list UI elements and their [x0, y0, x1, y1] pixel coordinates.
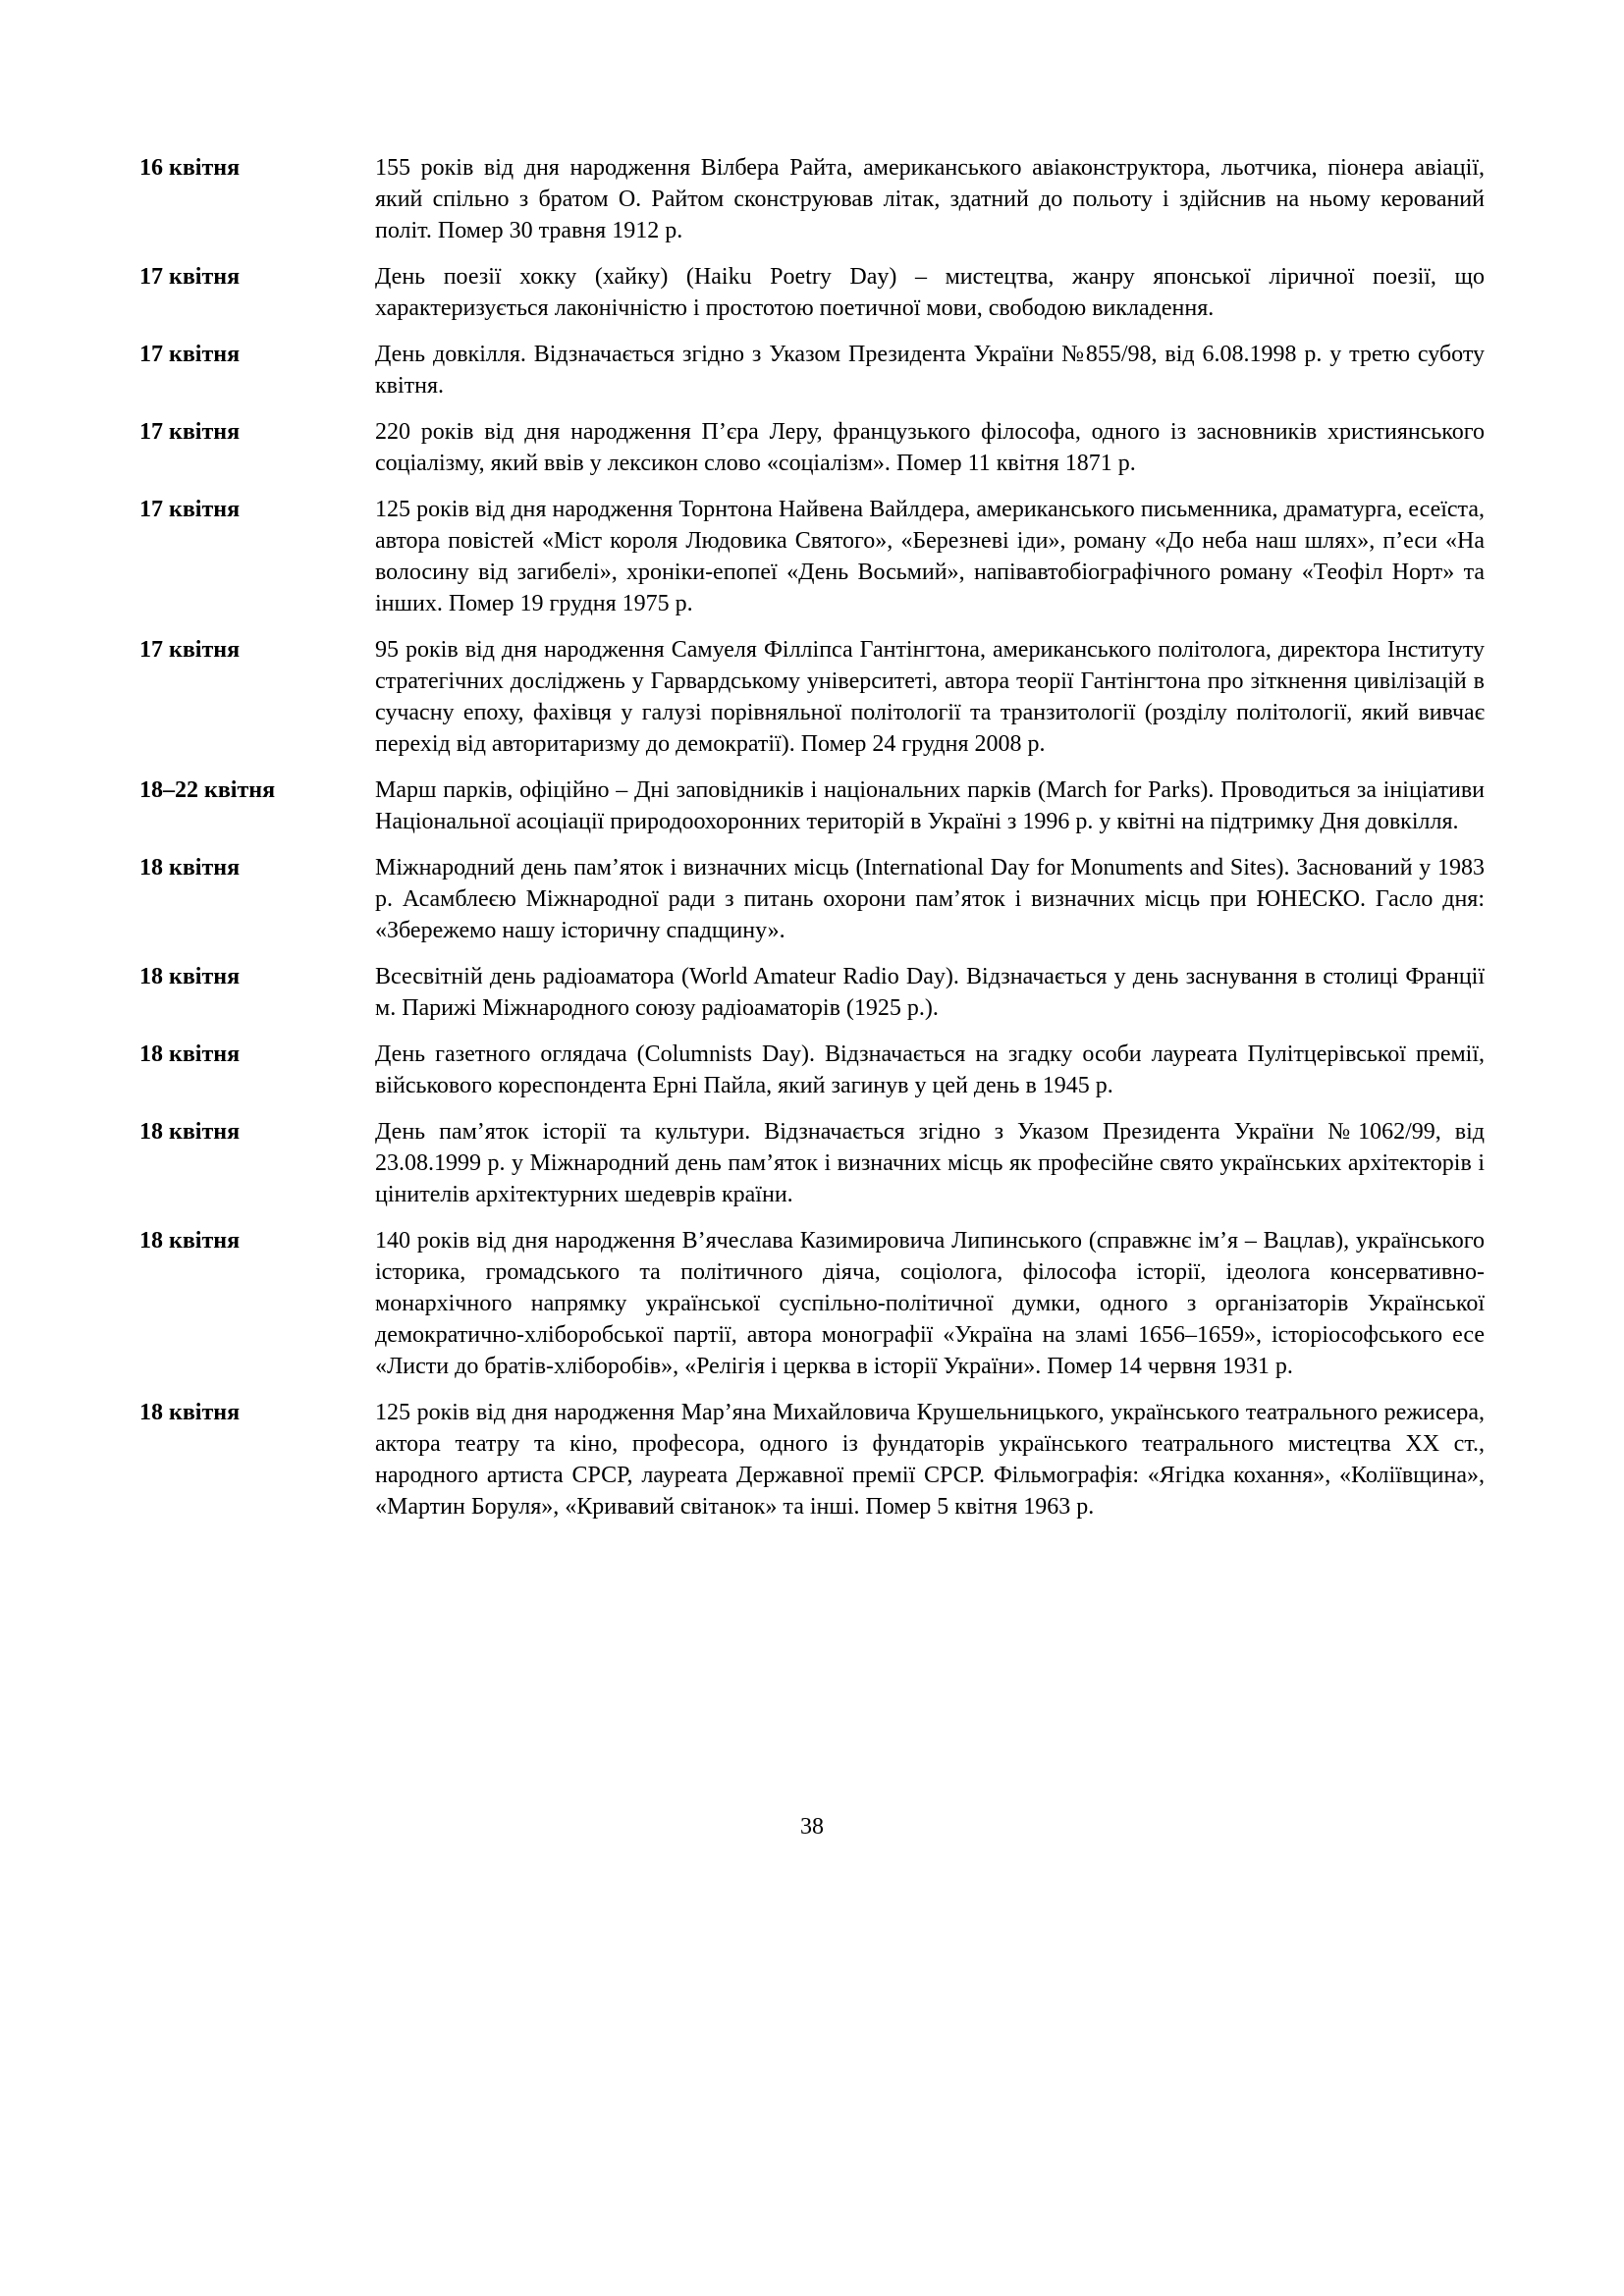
calendar-entry: [139, 416, 1485, 479]
entry-date: 18 квітня: [139, 855, 241, 881]
entry-text: 125 років від дня народження Торнтона Найвена Вайлдера, американського письменника, драматурга, есеїста, автора повістей «Міст короля Людовика Святого», «Березневі іди», роману «До неба наш шлях», п’еси «На волосину від загибелі», хроніки-епопеї «День Восьмий», напівавтобіографічного роману «Теофіл Норт» та інших. Помер 19 грудня 1975 р.: [375, 497, 1485, 616]
page-number: 38: [800, 1814, 824, 1840]
entry-date: 17 квітня: [139, 342, 241, 367]
entry-text: День пам’яток історії та культури. Відзначається згідно з Указом Президента України №1062/99, від 23.08.1999 р. у Міжнародний день пам’яток і визначних місць як професійне свято українських архітекторів і цінителів архітектурних шедеврів країни.: [375, 1119, 1485, 1207]
entry-date: 17 квітня: [139, 264, 241, 290]
calendar-entry: [139, 774, 1485, 837]
entry-date: 18 квітня: [139, 1119, 241, 1145]
calendar-entry: [139, 339, 1485, 401]
calendar-entry: [139, 1116, 1485, 1210]
entry-text: 95 років від дня народження Самуеля Філліпса Гантінгтона, американського політолога, директора Інституту стратегічних досліджень у Гарвардському університеті, автора теорії Гантінгтона про зіткнення цивілізацій в сучасну епоху, фахівця у галузі порівняльної політології та транзитології (розділу політології, який вивчає перехід від авторитаризму до демократії). Помер 24 грудня 2008 р.: [375, 637, 1485, 757]
entry-date: 17 квітня: [139, 419, 241, 445]
calendar-entry: [139, 261, 1485, 324]
entry-text: День довкілля. Відзначається згідно з Указом Президента України №855/98, від 6.08.1998 р. у третю суботу квітня.: [375, 342, 1485, 399]
entry-text: Марш парків, офіційно – Дні заповідників і національних парків (March for Parks). Проводиться за ініціативи Національної асоціації природоохоронних територій в Україні з 1996 р. у квітні на підтримку Дня довкілля.: [375, 777, 1485, 834]
entry-text: День поезії хокку (хайку) (Haiku Poetry Day) – мистецтва, жанру японської ліричної поезії, що характеризується лаконічністю і простотою поетичної мови, свободою викладення.: [375, 264, 1485, 321]
calendar-entry: [139, 1397, 1485, 1522]
calendar-entry: [139, 634, 1485, 760]
entry-text: Всесвітній день радіоаматора (World Amateur Radio Day). Відзначається у день заснування в столиці Франції м. Парижі Міжнародного союзу радіоаматорів (1925 р.).: [375, 964, 1485, 1021]
calendar-entry: [139, 1039, 1485, 1101]
entry-text: 220 років від дня народження П’єра Леру, французького філософа, одного із засновників християнського соціалізму, який ввів у лексикон слово «соціалізм». Помер 11 квітня 1871 р.: [375, 419, 1485, 476]
calendar-entry: [139, 1225, 1485, 1382]
entry-text: 125 років від дня народження Мар’яна Михайловича Крушельницького, українського театрального режисера, актора театру та кіно, професора, одного із фундаторів українського театрального мистецтва XX ст., народного артиста СРСР, лауреата Державної премії СРСР. Фільмографія: «Ягідка кохання», «Коліївщина», «Мартин Боруля», «Кривавий світанок» та інші. Помер 5 квітня 1963 р.: [375, 1400, 1485, 1520]
entry-date: 18–22 квітня: [139, 777, 276, 803]
entry-date: 16 квітня: [139, 155, 241, 181]
calendar-entry: [139, 494, 1485, 619]
entry-date: 18 квітня: [139, 1228, 241, 1254]
entry-date: 18 квітня: [139, 964, 241, 989]
calendar-entry: [139, 152, 1485, 246]
calendar-entries: [139, 152, 1485, 1537]
entry-date: 18 квітня: [139, 1041, 241, 1067]
entry-text: День газетного оглядача (Columnists Day). Відзначається на згадку особи лауреата Пулітцерівської премії, військового кореспондента Ерні Пайла, який загинув у цей день в 1945 р.: [375, 1041, 1485, 1098]
entry-text: 140 років від дня народження В’ячеслава Казимировича Липинського (справжнє ім’я – Вацлав), українського історика, громадського та політичного діяча, соціолога, філософа історії, ідеолога консервативно-монархічного напрямку української суспільно-політичної думки, одного з організаторів Української демократично-хліборобської партії, автора монографії «Україна на зламі 1656–1659», історіософського есе «Листи до братів-хліборобів», «Релігія і церква в історії України». Помер 14 червня 1931 р.: [375, 1228, 1485, 1379]
entry-date: 17 квітня: [139, 497, 241, 522]
entry-date: 17 квітня: [139, 637, 241, 663]
entry-text: Міжнародний день пам’яток і визначних місць (International Day for Monuments and Sites). Заснований у 1983 р. Асамблеєю Міжнародної ради з питань охорони пам’яток і визначних місць при ЮНЕСКО. Гасло дня: «Збережемо нашу історичну спадщину».: [375, 855, 1485, 943]
calendar-entry: [139, 961, 1485, 1024]
entry-date: 18 квітня: [139, 1400, 241, 1425]
entry-text: 155 років від дня народження Вілбера Райта, американського авіаконструктора, льотчика, піонера авіації, який спільно з братом О. Райтом сконструював літак, здатний до польоту і здійснив на ньому керований політ. Помер 30 травня 1912 р.: [375, 155, 1485, 243]
calendar-entry: [139, 852, 1485, 946]
